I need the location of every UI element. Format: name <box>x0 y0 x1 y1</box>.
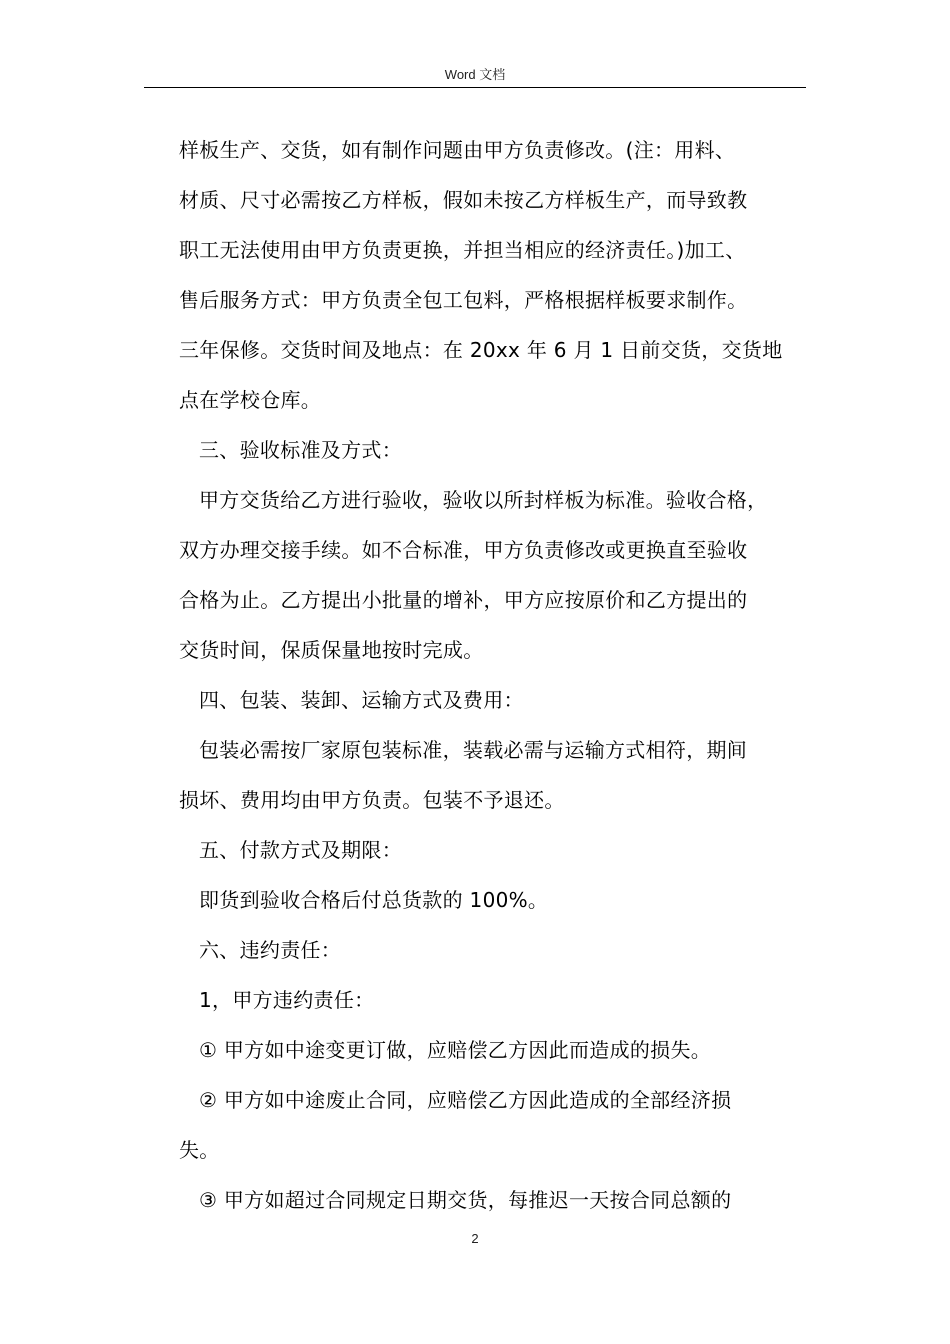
list-item-2: ② 甲方如中途废止合同，应赔偿乙方因此造成的全部经济损 <box>199 1088 732 1112</box>
page-number: 2 <box>471 1231 479 1246</box>
body-line-8: 甲方交货给乙方进行验收，验收以所封样板为标准。验收合格， <box>199 488 768 512</box>
list-item-3: ③ 甲方如超过合同规定日期交货，每推迟一天按合同总额的 <box>199 1188 732 1212</box>
section-heading-3: 三、验收标准及方式： <box>199 438 402 462</box>
body-line-6: 点在学校仓库。 <box>179 388 322 412</box>
subheading-1: 1，甲方违约责任： <box>199 988 375 1012</box>
section-heading-4: 四、包装、装卸、运输方式及费用： <box>199 688 524 712</box>
body-line-9: 双方办理交接手续。如不合标准，甲方负责修改或更换直至验收 <box>179 538 748 562</box>
document-body <box>179 128 809 1228</box>
body-line-5: 三年保修。交货时间及地点：在 20xx 年 6 月 1 日前交货，交货地 <box>179 338 783 362</box>
body-line-3: 职工无法使用由甲方负责更换，并担当相应的经济责任。)加工、 <box>179 238 746 262</box>
page-header-title: Word 文档 <box>444 67 506 82</box>
body-line-11: 交货时间，保质保量地按时完成。 <box>179 638 484 662</box>
list-item-2-continued: 失。 <box>179 1138 220 1162</box>
body-line-2: 材质、尺寸必需按乙方样板，假如未按乙方样板生产，而导致教 <box>179 188 748 212</box>
section-heading-6: 六、违约责任： <box>199 938 342 962</box>
body-line-13: 包装必需按厂家原包装标准，装载必需与运输方式相符，期间 <box>199 738 748 762</box>
list-item-1: ① 甲方如中途变更订做，应赔偿乙方因此而造成的损失。 <box>199 1038 712 1062</box>
body-line-1: 样板生产、交货，如有制作问题由甲方负责修改。(注：用料、 <box>179 138 736 162</box>
body-line-4: 售后服务方式：甲方负责全包工包料，严格根据样板要求制作。 <box>179 288 748 312</box>
body-line-10: 合格为止。乙方提出小批量的增补，甲方应按原价和乙方提出的 <box>179 588 748 612</box>
body-line-16: 即货到验收合格后付总货款的 100%。 <box>199 888 549 912</box>
body-line-14: 损坏、费用均由甲方负责。包装不予退还。 <box>179 788 565 812</box>
section-heading-5: 五、付款方式及期限： <box>199 838 402 862</box>
header-divider <box>144 87 806 88</box>
